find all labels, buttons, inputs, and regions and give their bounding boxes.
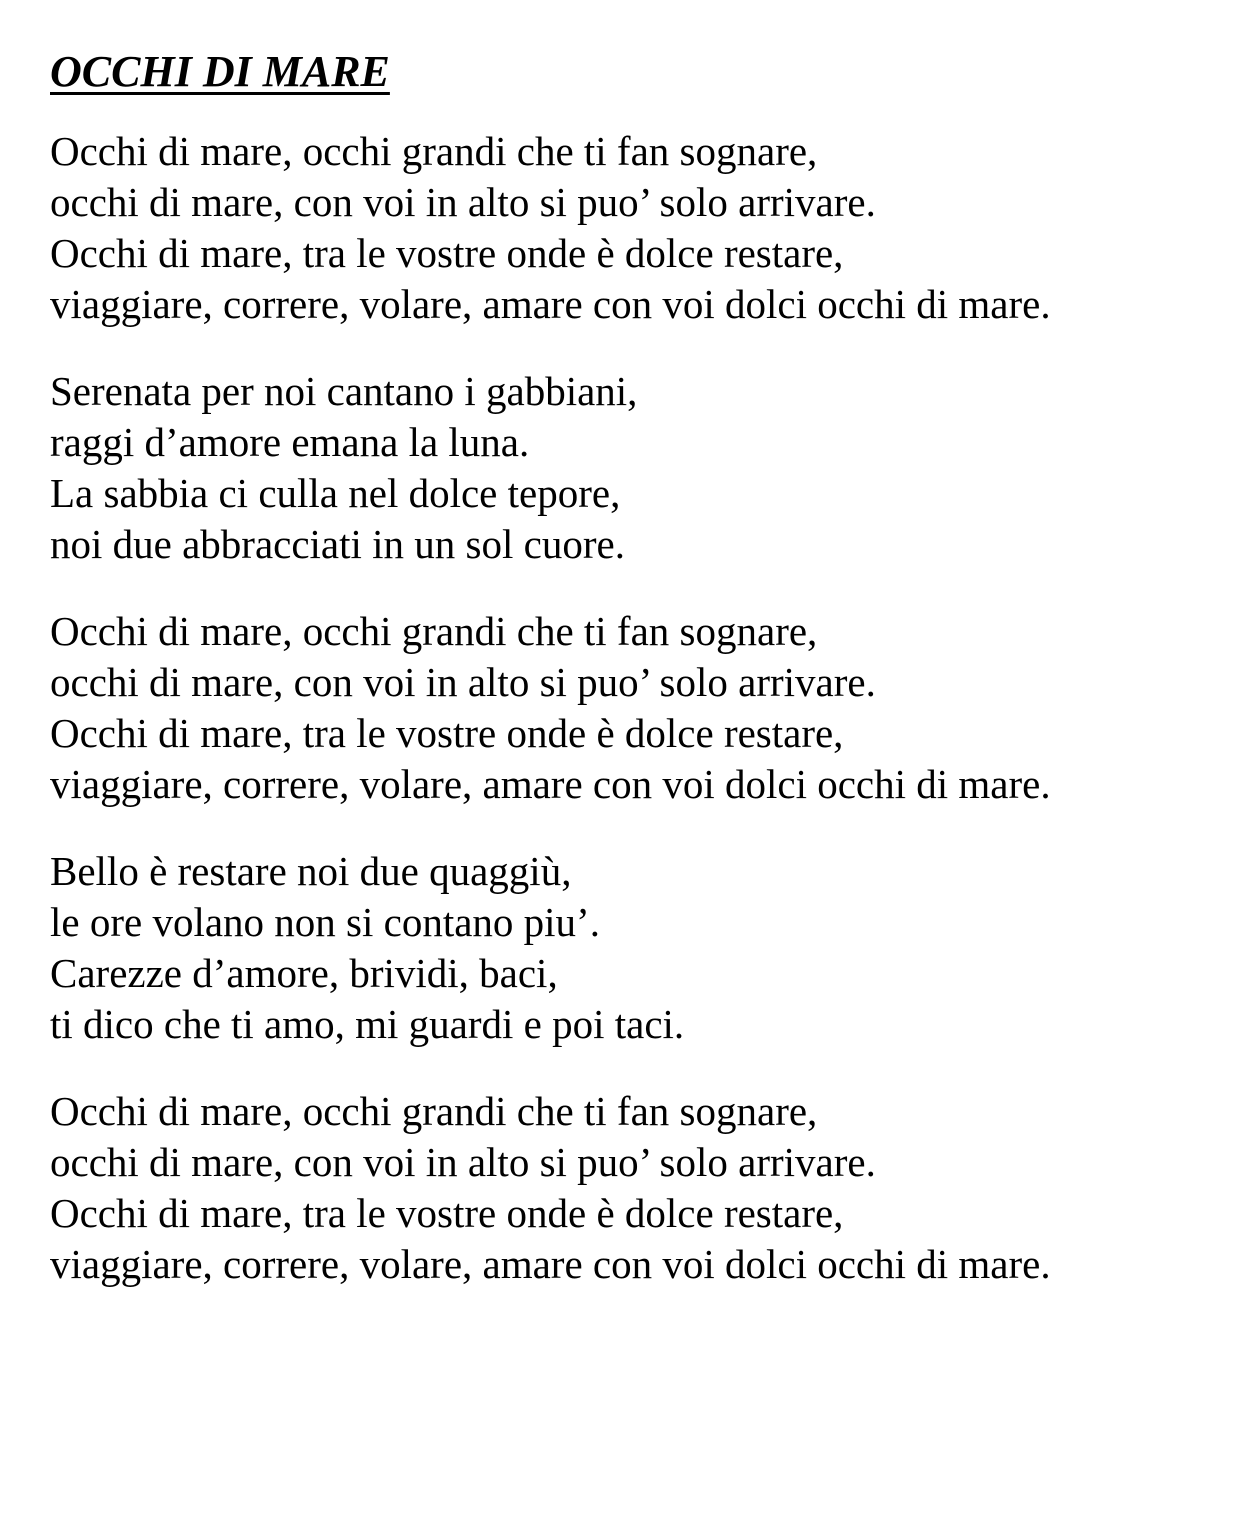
poem-line: viaggiare, correre, volare, amare con voi dolci occhi di mare. <box>50 761 1051 807</box>
poem-line: Occhi di mare, occhi grandi che ti fan sognare, <box>50 608 818 654</box>
poem-line: le ore volano non si contano piu’. <box>50 899 600 945</box>
poem-title: OCCHI DI MARE <box>50 47 390 96</box>
stanza-verse-2 <box>50 846 1230 1050</box>
poem-line: occhi di mare, con voi in alto si puo’ solo arrivare. <box>50 179 876 225</box>
poem-line: occhi di mare, con voi in alto si puo’ solo arrivare. <box>50 1139 876 1185</box>
poem-line: noi due abbracciati in un sol cuore. <box>50 521 625 567</box>
poem-line: Occhi di mare, occhi grandi che ti fan sognare, <box>50 128 818 174</box>
poem-line: Occhi di mare, tra le vostre onde è dolce restare, <box>50 230 844 276</box>
poem-line: raggi d’amore emana la luna. <box>50 419 530 465</box>
poem-line: Occhi di mare, tra le vostre onde è dolce restare, <box>50 1190 844 1236</box>
document-page <box>50 44 1230 1326</box>
poem-line: viaggiare, correre, volare, amare con voi dolci occhi di mare. <box>50 281 1051 327</box>
poem-line: Bello è restare noi due quaggiù, <box>50 848 572 894</box>
poem-line: ti dico che ti amo, mi guardi e poi taci. <box>50 1001 685 1047</box>
poem-line: Carezze d’amore, brividi, baci, <box>50 950 558 996</box>
stanza-verse-1 <box>50 366 1230 570</box>
poem-line: occhi di mare, con voi in alto si puo’ solo arrivare. <box>50 659 876 705</box>
poem-line: La sabbia ci culla nel dolce tepore, <box>50 470 621 516</box>
stanza-chorus-1 <box>50 126 1230 330</box>
poem-line: Serenata per noi cantano i gabbiani, <box>50 368 638 414</box>
poem-line: Occhi di mare, tra le vostre onde è dolce restare, <box>50 710 844 756</box>
poem-line: Occhi di mare, occhi grandi che ti fan sognare, <box>50 1088 818 1134</box>
stanza-chorus-3 <box>50 1086 1230 1290</box>
stanza-chorus-2 <box>50 606 1230 810</box>
poem-line: viaggiare, correre, volare, amare con voi dolci occhi di mare. <box>50 1241 1051 1287</box>
